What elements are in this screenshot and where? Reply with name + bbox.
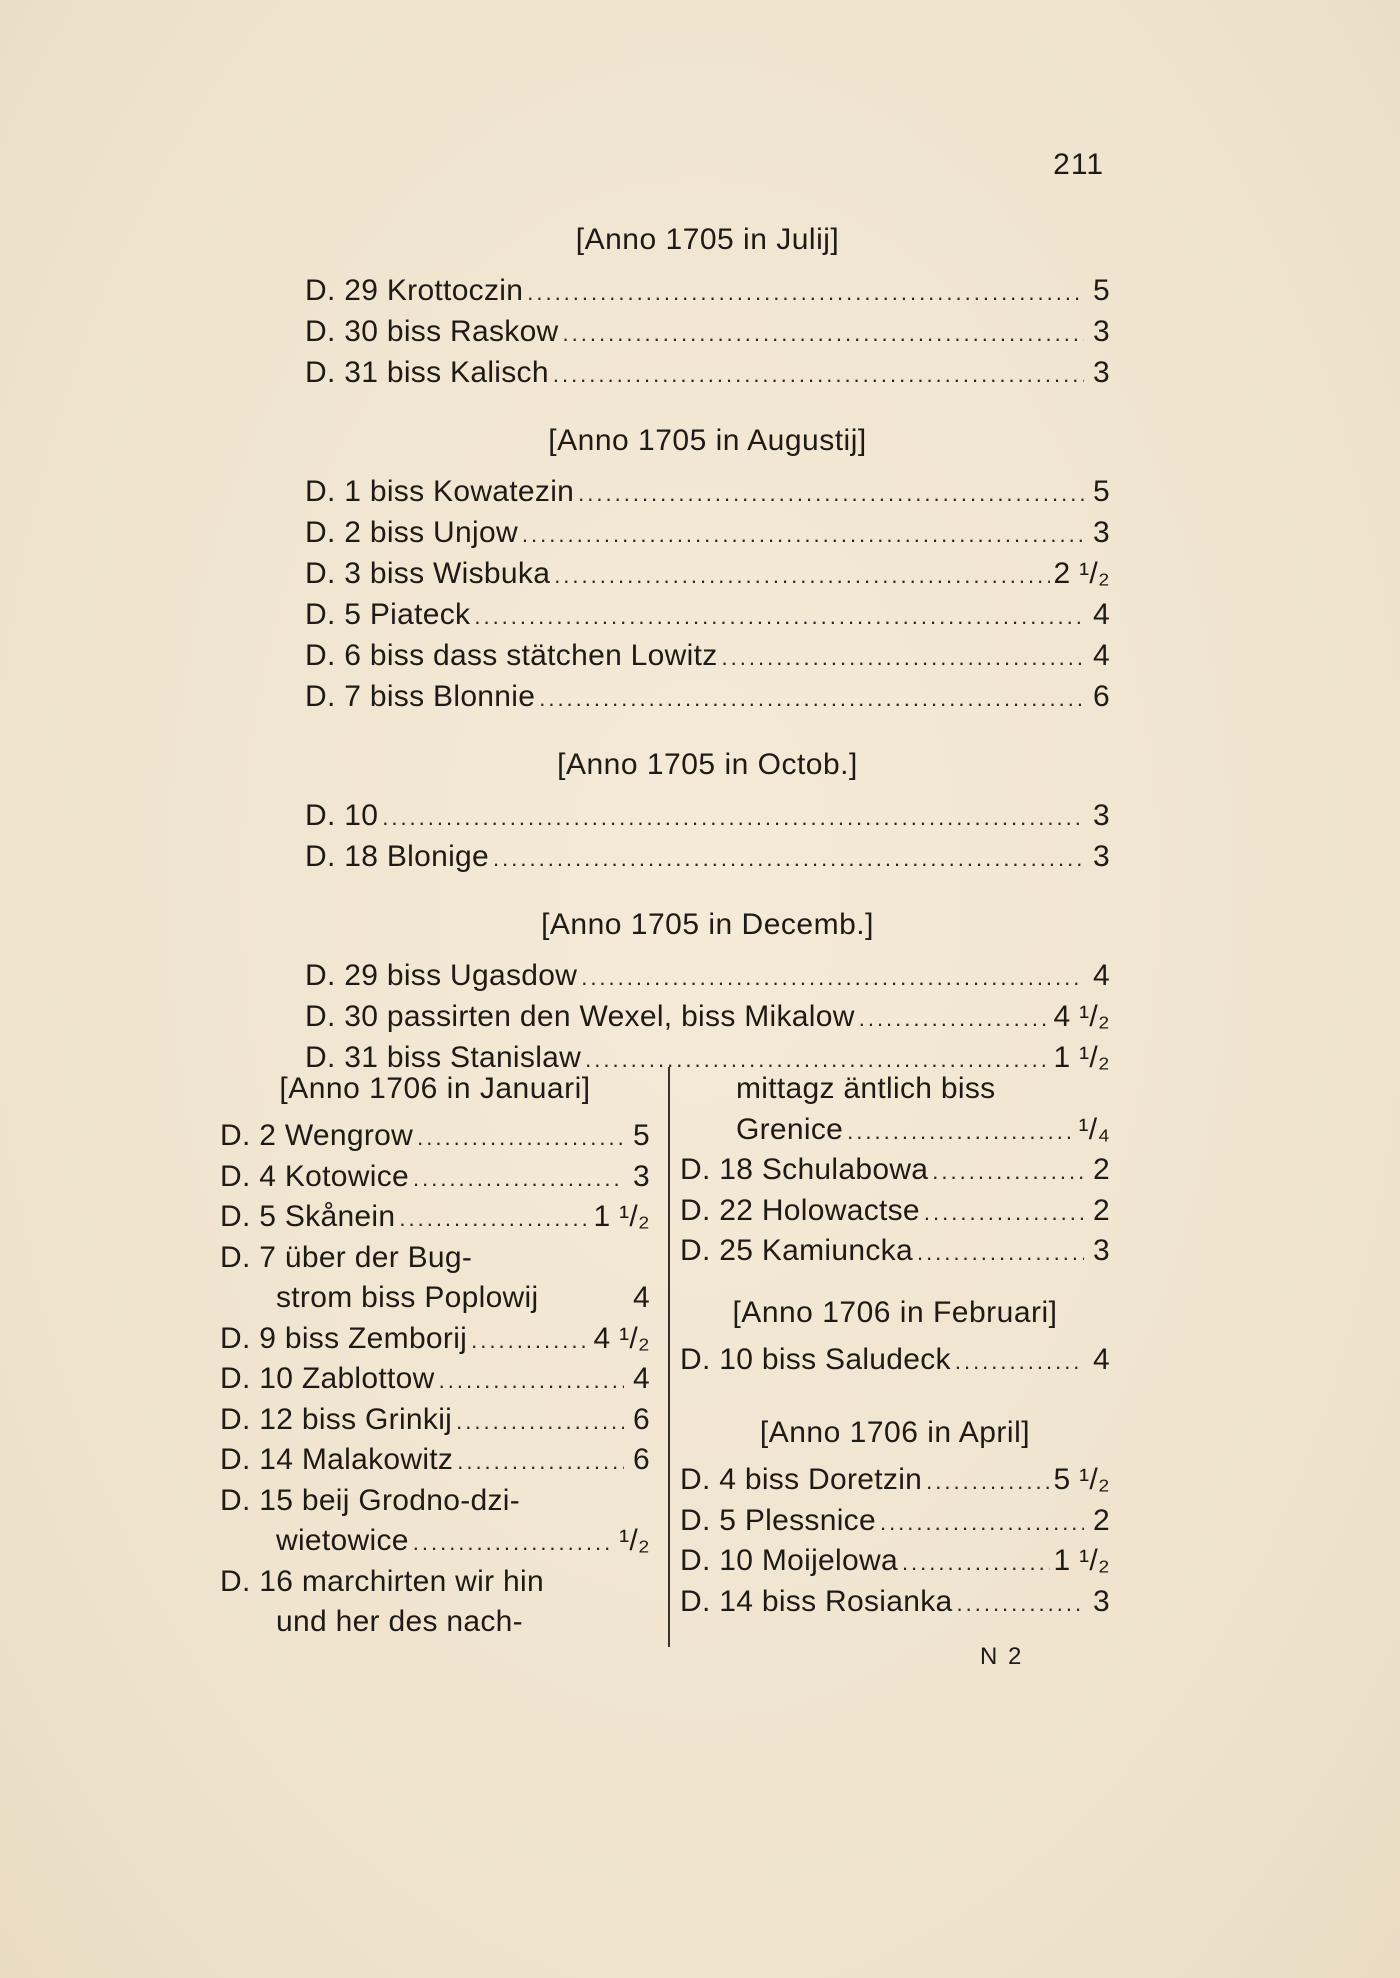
- leader-dots: [493, 838, 1084, 879]
- two-column-itinerary: [220, 1062, 1110, 1652]
- entry-row-continuation: wietowice ..... ¹/₂: [220, 1521, 650, 1562]
- entry-row: D. 31 biss Stanislaw ..... 1 ¹/₂: [305, 1037, 1110, 1078]
- entry-row: D. 18 Blonige ..... 3: [305, 836, 1110, 877]
- section-heading-december-1705: [Anno 1705 in Decemb.]: [541, 908, 874, 941]
- section-heading-october-1705: [Anno 1705 in Octob.]: [557, 748, 858, 781]
- entry-row: D. 9 biss Zemborij ..... 4 ¹/₂: [220, 1319, 650, 1360]
- entry-row: D. 6 biss dass stätchen Lowitz ..... 4: [305, 635, 1110, 676]
- leader-dots: [539, 678, 1084, 719]
- entry-row: D. 16 marchirten wir hin: [220, 1564, 544, 1598]
- column-divider: [668, 1067, 670, 1647]
- leader-dots: [527, 272, 1084, 313]
- entry-row: D. 5 Skånein ..... 1 ¹/₂: [220, 1197, 650, 1238]
- leader-dots: [471, 1321, 589, 1362]
- page-number: 211: [1053, 148, 1104, 181]
- entry-row: D. 1 biss Kowatezin ..... 5: [305, 471, 1110, 512]
- entry-row: D. 29 Krottoczin ..... 5: [305, 270, 1110, 311]
- leader-dots: [932, 1152, 1084, 1193]
- entry-row: D. 15 beij Grodno-dzi-: [220, 1483, 521, 1517]
- leader-dots: [955, 1342, 1084, 1383]
- entry-row: D. 3 biss Wisbuka ..... 2 ¹/₂: [305, 553, 1110, 594]
- entry-row: D. 7 biss Blonnie ..... 6: [305, 676, 1110, 717]
- entry-row-continuation: mittagz äntlich biss: [736, 1072, 996, 1105]
- leader-dots: [554, 555, 1049, 596]
- leader-dots: [957, 1584, 1085, 1625]
- entry-row: D. 12 biss Grinkij ..... 6: [220, 1400, 650, 1441]
- leader-dots: [382, 797, 1084, 838]
- entry-row: D. 25 Kamiuncka ..... 3: [680, 1231, 1110, 1272]
- leader-dots: [917, 1233, 1084, 1274]
- right-column: [680, 1062, 1110, 1622]
- leader-dots: [924, 1193, 1084, 1234]
- leader-dots: [563, 313, 1084, 354]
- upper-itinerary: [305, 210, 1110, 1078]
- entry-row: D. 31 biss Kalisch ..... 3: [305, 352, 1110, 393]
- entry-row: D. 4 Kotowice ..... 3: [220, 1157, 650, 1198]
- entry-row-continuation: strom biss Poplowij 4: [276, 1281, 650, 1314]
- leader-dots: [456, 1402, 624, 1443]
- leader-dots: [553, 354, 1084, 395]
- leader-dots: [457, 1442, 624, 1483]
- leader-dots: [474, 596, 1084, 637]
- entry-row: D. 10 Zablottow ..... 4: [220, 1359, 650, 1400]
- entry-row: D. 29 biss Ugasdow ..... 4: [305, 955, 1110, 996]
- entry-row: D. 7 über der Bug-: [220, 1240, 473, 1274]
- printer-signature-mark: N 2: [980, 1643, 1024, 1670]
- leader-dots: [413, 1523, 615, 1564]
- entry-row: D. 14 biss Rosianka ..... 3: [680, 1582, 1110, 1623]
- entry-row: D. 30 biss Raskow ..... 3: [305, 311, 1110, 352]
- entry-row: D. 30 passirten den Wexel, biss Mikalow ..... 4 ¹/₂: [305, 996, 1110, 1037]
- entry-row: D. 14 Malakowitz ..... 6: [220, 1440, 650, 1481]
- leader-dots: [902, 1543, 1050, 1584]
- leader-dots: [413, 1159, 624, 1200]
- leader-dots: [439, 1361, 624, 1402]
- entry-row: D. 5 Plessnice ..... 2: [680, 1501, 1110, 1542]
- section-heading-august-1705: [Anno 1705 in Augustij]: [548, 424, 867, 457]
- leader-dots: [522, 514, 1084, 555]
- leader-dots: [578, 473, 1084, 514]
- leader-dots: [399, 1199, 589, 1240]
- entry-row: D. 10 Moijelowa ..... 1 ¹/₂: [680, 1541, 1110, 1582]
- entry-row: D. 10 ..... 3: [305, 795, 1110, 836]
- entry-row: D. 5 Piateck ..... 4: [305, 594, 1110, 635]
- leader-dots: [880, 1503, 1084, 1544]
- section-heading-july-1705: [Anno 1705 in Julij]: [575, 223, 840, 256]
- leader-dots: [417, 1118, 624, 1159]
- leader-dots: [847, 1112, 1074, 1153]
- entry-row-continuation: Grenice ..... ¹/₄: [680, 1110, 1110, 1151]
- entry-row: D. 2 biss Unjow ..... 3: [305, 512, 1110, 553]
- section-heading-january-1706: [Anno 1706 in Januari]: [279, 1072, 591, 1105]
- entry-row: D. 22 Holowactse ..... 2: [680, 1191, 1110, 1232]
- left-column: [220, 1062, 650, 1643]
- entry-row: D. 2 Wengrow ..... 5: [220, 1116, 650, 1157]
- entry-row: D. 4 biss Doretzin ..... 5 ¹/₂: [680, 1460, 1110, 1501]
- leader-dots: [926, 1462, 1049, 1503]
- leader-dots: [722, 637, 1084, 678]
- section-heading-april-1706: [Anno 1706 in April]: [759, 1416, 1031, 1449]
- entry-row: D. 10 biss Saludeck ..... 4: [680, 1340, 1110, 1381]
- entry-row: D. 18 Schulabowa ..... 2: [680, 1150, 1110, 1191]
- entry-row-continuation: und her des nach-: [276, 1605, 523, 1638]
- leader-dots: [859, 998, 1050, 1039]
- section-heading-february-1706: [Anno 1706 in Februari]: [732, 1295, 1058, 1329]
- leader-dots: [581, 957, 1084, 998]
